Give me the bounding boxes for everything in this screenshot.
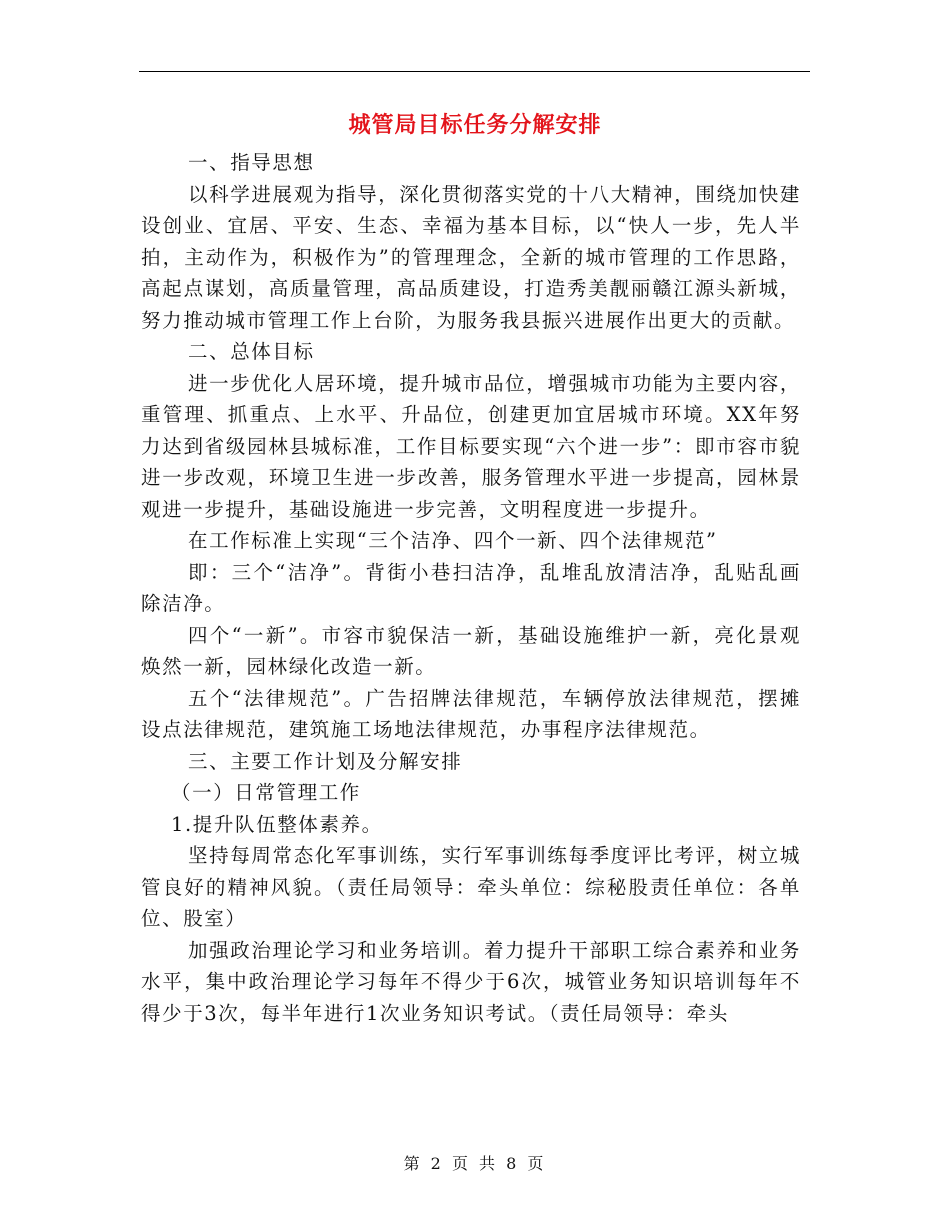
page-number: 第 2 页 共 8 页 (403, 1154, 547, 1173)
paragraph-political-study: 加强政治理论学习和业务培训。着力提升干部职工综合素养和业务水平，集中政治理论学习每年不得少于6次，城管业务知识培训每年不得少于3次，每半年进行1次业务知识考试。（责任局领导：牵头 (141, 938, 801, 1025)
paragraph-five-legal: 五个“法律规范”。广告招牌法律规范，车辆停放法律规范，摆摊设点法律规范，建筑施工场地法律规范，办事程序法律规范。 (141, 686, 801, 741)
paragraph-three-clean: 即：三个“洁净”。背街小巷扫洁净，乱堆乱放清洁净，乱贴乱画除洁净。 (141, 560, 801, 615)
paragraph-military-training: 坚持每周常态化军事训练，实行军事训练每季度评比考评，树立城管良好的精神风貌。（责任局领导：牵头单位：综秘股责任单位：各单位、股室） (141, 844, 801, 930)
section-heading-3: 三、主要工作计划及分解安排 (188, 749, 463, 773)
header-rule (139, 71, 810, 72)
section-heading-1: 一、指导思想 (188, 151, 315, 174)
paragraph-four-new: 四个“一新”。市容市貌保洁一新，基础设施维护一新，亮化景观焕然一新，园林绿化改造一新。 (141, 623, 801, 678)
paragraph-guiding-thought: 以科学进展观为指导，深化贯彻落实党的十八大精神，围绕加快建设创业、宜居、平安、生态、幸福为基本目标，以“快人一步，先人半拍，主动作为，积极作为”的管理理念，全新的城市管理的工作思路，高起点谋划，高质量管理，高品质建设，打造秀美靓丽赣江源头新城，努力推动城市管理工作上台阶，为服务我县振兴进展作出更大的贡献。 (141, 182, 801, 332)
paragraph-work-standard: 在工作标准上实现“三个洁净、四个一新、四个法律规范” (188, 529, 718, 552)
subheading-daily-management: （一）日常管理工作 (171, 781, 361, 804)
section-heading-2: 二、总体目标 (188, 340, 315, 363)
paragraph-overall-goal: 进一步优化人居环境，提升城市品位，增强城市功能为主要内容，重管理、抓重点、上水平、升品位，创建更加宜居城市环境。XX年努力达到省级园林县城标准，工作目标要实现“六个进一步”：即市容市貌进一步改观，环境卫生进一步改善，服务管理水平进一步提高，园林景观进一步提升，基础设施进一步完善，文明程度进一步提升。 (141, 371, 801, 521)
subheading-team-quality: 1.提升队伍整体素养。 (171, 812, 383, 836)
document-title: 城管局目标任务分解安排 (348, 113, 602, 138)
document-body (141, 147, 801, 1029)
